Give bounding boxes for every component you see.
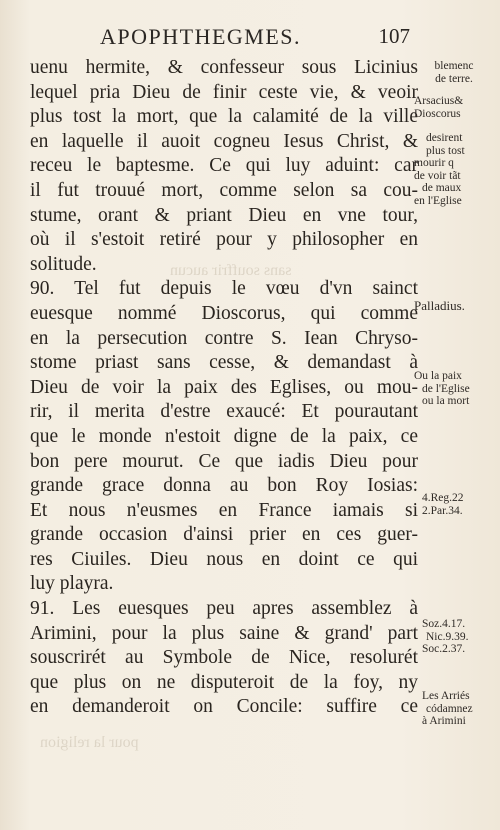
text-line: en la persecution contre S. Iean Chryso-	[30, 327, 418, 349]
text-line: grande occasion d'ainsi prier en ces guer-	[30, 524, 418, 546]
margin-note-oulapaix	[414, 370, 494, 408]
margin-note-line: de l'Eglise	[422, 382, 470, 395]
margin-note-line: blemenc	[434, 60, 474, 72]
text-line: souscrirét au Symbole de Nice, resolurét	[30, 647, 418, 669]
margin-note-line: Soc.2.37.	[422, 643, 466, 655]
margin-note-line: Les Arriés	[422, 690, 470, 702]
margin-note-arriens	[414, 690, 494, 728]
margin-note-line: Palladius.	[414, 298, 465, 313]
margin-note-line: Dioscorus	[414, 107, 461, 120]
margin-note-line: de maux	[422, 182, 462, 194]
margin-note-line: Nic.9.39.	[426, 630, 469, 643]
bleed-through-text: sans souffrir aucun	[170, 262, 292, 279]
text-line: Arimini, pour la plus saine & grand' part	[30, 622, 418, 644]
text-line: où il s'estoit retiré pour y philosopher en	[30, 229, 418, 251]
text-line: en laquelle il auoit cogneu Iesus Christ, &	[30, 130, 418, 152]
text-line: euesque nommé Dioscorus, qui comme	[30, 302, 418, 324]
margin-note-line: de terre.	[435, 72, 473, 85]
text-line: stume, orant & priant Dieu en vne tour,	[30, 204, 418, 226]
margin-note-line: desirent	[426, 132, 463, 144]
paragraph-91-start: 91. Les euesques peu apres assemblez à	[30, 598, 418, 620]
margin-note-line: 4.Reg.22	[422, 492, 464, 504]
margin-note-line: códamnez	[426, 702, 473, 715]
margin-note-blemence	[414, 60, 494, 85]
margin-note-line: 2.Par.34.	[422, 504, 463, 517]
text-line: stome priast sans cesse, & demandast à	[30, 352, 418, 374]
margin-note-line: Arsacius&	[414, 95, 464, 107]
margin-note-desirent	[414, 132, 494, 207]
margin-note-line: ou la mort	[422, 395, 470, 407]
text-line: uenu hermite, & confesseur sous Licinius	[30, 57, 418, 78]
text-line: grande grace donna au bon Roy Iosias:	[30, 475, 418, 497]
text-line: luy playra.	[30, 573, 114, 595]
margin-note-arsacius	[414, 95, 494, 120]
bleed-through-text: pour la religion	[40, 734, 139, 751]
margin-note-palladius	[414, 300, 494, 313]
margin-note-soz	[414, 618, 494, 656]
text-line: solitude.	[30, 253, 97, 275]
text-line: il fut trouué mort, comme selon sa cou-	[30, 179, 418, 201]
margin-note-line: en l'Eglise	[414, 194, 462, 207]
text-line: res Ciuiles. Dieu nous en doint ce qui	[30, 548, 418, 570]
text-line: en demanderoit on Concile: suffire ce	[30, 696, 418, 718]
text-line: Dieu de voir la paix des Eglises, ou mou-	[30, 376, 418, 398]
margin-note-line: Soz.4.17.	[422, 618, 466, 630]
margin-note-reg	[414, 492, 494, 517]
text-line: que le monde n'estoit digne de la paix, ce	[30, 425, 418, 447]
paragraph-90-start: 90. Tel fut depuis le vœu d'vn sainct	[30, 278, 418, 300]
margin-note-line: de voir tãt	[414, 169, 461, 182]
text-line: Et nous n'eusmes en France iamais si	[30, 499, 418, 521]
page-header	[100, 24, 410, 54]
margin-note-line: mourir q	[414, 157, 454, 169]
margin-note-line: à Arimini	[422, 715, 466, 727]
text-line: plus tost la mort, que la calamité de la ville	[30, 106, 418, 128]
text-line: rir, il merita d'estre exaucé: Et pourautant	[30, 401, 418, 423]
running-title: APOPHTHEGMES.	[100, 24, 302, 49]
page-number: 107	[378, 24, 410, 48]
text-line: receu le baptesme. Ce qui luy aduint: car	[30, 155, 418, 177]
body-text	[30, 56, 418, 720]
text-line: lequel pria Dieu de finir ceste vie, & veoir	[30, 81, 418, 103]
margin-note-line: Ou la paix	[414, 370, 462, 382]
text-line: que plus on ne disputeroit de la foy, ny	[30, 671, 418, 693]
text-line: bon pere mourut. Ce que iadis Dieu pour	[30, 450, 418, 472]
margin-note-line: plus tost	[426, 144, 465, 157]
